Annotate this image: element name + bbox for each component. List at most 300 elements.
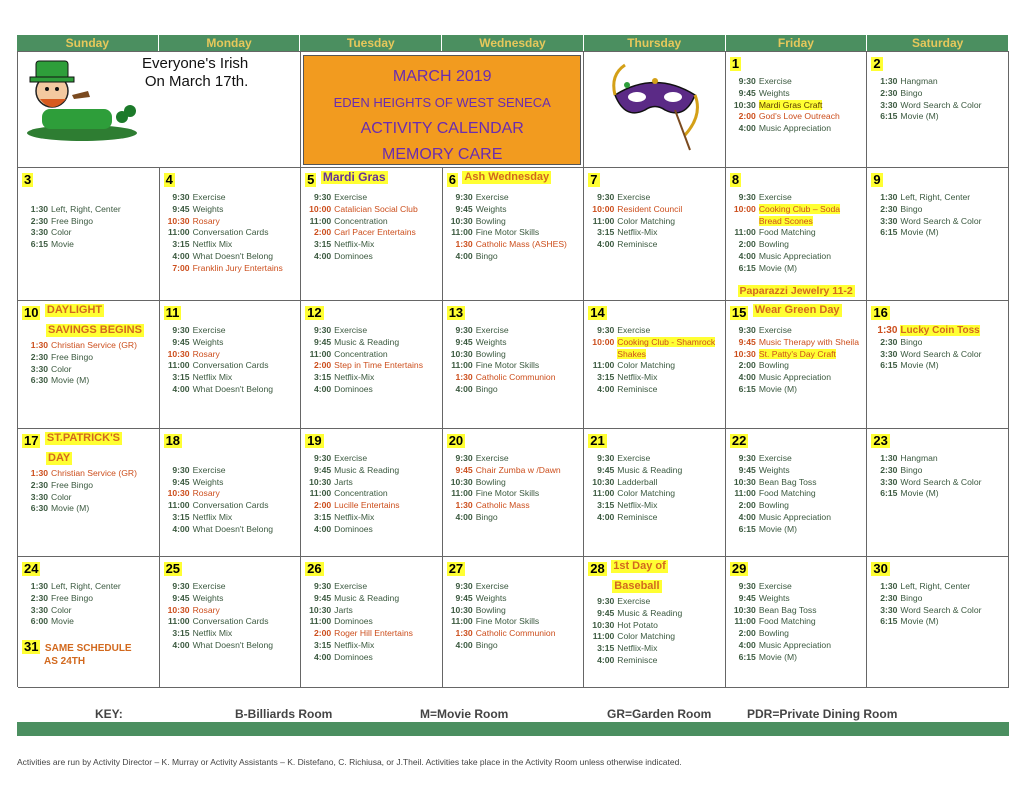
event-item xyxy=(730,652,863,664)
event-list xyxy=(22,581,155,628)
event-time: 1:30 xyxy=(455,239,473,250)
event-name: Exercise xyxy=(758,453,792,463)
event-item xyxy=(588,360,721,372)
event-name: Color Matching xyxy=(617,360,676,371)
event-time: 1:30 xyxy=(880,453,898,463)
day-title: ST.PATRICK'S xyxy=(46,432,121,444)
day-number: 4 xyxy=(165,172,173,187)
event-name: Music Appreciation xyxy=(758,250,831,261)
event-item xyxy=(22,340,155,352)
event-time: 9:30 xyxy=(313,325,332,335)
event-item xyxy=(164,263,297,275)
day-heading xyxy=(871,560,1004,578)
event-list xyxy=(305,581,438,664)
event-item xyxy=(305,477,438,489)
event-name: Movie (M) xyxy=(758,651,798,662)
day-cell-27 xyxy=(443,557,585,688)
event-item xyxy=(588,453,721,465)
event-item xyxy=(730,349,863,361)
event-name: Food Matching xyxy=(758,227,816,238)
day-title: 1st Day of xyxy=(613,560,666,572)
event-item xyxy=(588,500,721,512)
event-name: Bingo xyxy=(900,464,923,475)
event-name: Exercise xyxy=(192,325,226,335)
event-time: 6:15 xyxy=(738,523,756,534)
event-time: 11:00 xyxy=(734,227,756,238)
event-item xyxy=(305,524,438,536)
event-item xyxy=(447,325,580,337)
day-heading xyxy=(871,171,1004,189)
event-item xyxy=(730,325,863,337)
event-time: 2:30 xyxy=(880,592,898,603)
event-item xyxy=(22,468,155,480)
event-name: Rosary xyxy=(192,215,220,226)
event-item xyxy=(164,500,297,512)
weekday-friday: Friday xyxy=(726,35,868,51)
event-name: Bingo xyxy=(900,87,923,98)
event-time: 2:00 xyxy=(738,628,756,639)
event-list xyxy=(164,325,297,396)
weekday-thursday: Thursday xyxy=(584,35,726,51)
event-name: Reminisce xyxy=(617,239,658,250)
event-list xyxy=(164,581,297,652)
key-row xyxy=(17,707,1009,721)
event-list xyxy=(22,192,155,251)
day-title: Mardi Gras xyxy=(322,170,386,184)
event-time: 2:00 xyxy=(738,500,756,511)
event-item xyxy=(730,488,863,500)
event-time: 1:30 xyxy=(455,500,473,511)
event-name: Exercise xyxy=(617,325,651,335)
day-cell-23 xyxy=(867,429,1009,557)
event-name: What Doesn't Belong xyxy=(192,523,274,534)
event-item xyxy=(447,616,580,628)
event-time: 3:30 xyxy=(880,476,898,487)
day-number: 10 xyxy=(24,305,39,320)
event-time: 10:30 xyxy=(733,99,756,110)
event-item xyxy=(588,608,721,620)
day-number: 9 xyxy=(873,172,881,187)
day-number: 11 xyxy=(165,305,180,320)
event-time: 4:00 xyxy=(455,250,473,261)
event-name: Word Search & Color xyxy=(900,215,982,226)
event-name: Color xyxy=(51,227,72,238)
event-item xyxy=(305,384,438,396)
event-time: 9:30 xyxy=(455,192,473,202)
event-name: Color Matching xyxy=(617,488,676,499)
event-time: 9:30 xyxy=(172,325,190,335)
day-heading xyxy=(305,560,438,578)
event-time: 11:00 xyxy=(592,215,615,226)
event-name: Exercise xyxy=(334,581,368,591)
event-item xyxy=(164,325,297,337)
event-time: 3:15 xyxy=(313,372,332,383)
event-item xyxy=(588,204,721,216)
day-cell-17 xyxy=(18,429,160,557)
event-name: Fine Motor Skills xyxy=(475,360,540,371)
event-time: 10:30 xyxy=(309,604,332,615)
event-item xyxy=(447,360,580,372)
event-time: 6:15 xyxy=(880,111,898,122)
event-name: Movie (M) xyxy=(758,383,798,394)
event-name: Jarts xyxy=(334,476,353,487)
day-cell-22 xyxy=(726,429,868,557)
event-item xyxy=(871,360,1004,372)
event-item xyxy=(447,251,580,263)
event-list xyxy=(447,581,580,652)
event-item xyxy=(871,488,1004,500)
event-item xyxy=(871,227,1004,239)
day-number: 5 xyxy=(307,172,315,187)
event-item xyxy=(730,616,863,628)
event-time: 1:30 xyxy=(455,372,473,383)
event-item xyxy=(447,500,580,512)
event-time: 9:45 xyxy=(738,592,756,603)
event-time: 9:30 xyxy=(597,453,615,463)
day-cell-7 xyxy=(584,168,726,301)
event-item xyxy=(871,111,1004,123)
note-text: SAME SCHEDULE xyxy=(44,643,132,655)
event-item xyxy=(305,581,438,593)
irish-text xyxy=(142,55,248,164)
event-name: Music Appreciation xyxy=(758,372,831,383)
event-time: 7:00 xyxy=(172,262,190,273)
event-item xyxy=(730,477,863,489)
event-time: 2:30 xyxy=(880,336,898,347)
event-item xyxy=(588,216,721,228)
day-number: 28 xyxy=(590,561,605,576)
event-item xyxy=(730,123,863,135)
event-item xyxy=(22,503,155,515)
calendar-banner xyxy=(303,55,581,165)
event-name: Fine Motor Skills xyxy=(475,488,540,499)
banner-line-3: ACTIVITY CALENDAR xyxy=(360,120,524,137)
day-number: 29 xyxy=(731,561,747,576)
event-item xyxy=(305,616,438,628)
event-item xyxy=(447,453,580,465)
day-cell-18 xyxy=(160,429,302,557)
event-time: 2:00 xyxy=(313,628,332,639)
event-time: 11:00 xyxy=(592,360,615,371)
event-item xyxy=(730,465,863,477)
event-name: Weights xyxy=(475,592,507,603)
event-item xyxy=(871,337,1004,349)
weekday-wednesday: Wednesday xyxy=(442,35,584,51)
event-item xyxy=(447,477,580,489)
day-heading xyxy=(305,432,438,450)
event-item xyxy=(588,643,721,655)
special-event-label: Paparazzi Jewelry 11-2 xyxy=(739,284,853,297)
day-number: 15 xyxy=(731,305,747,320)
day-heading xyxy=(588,560,721,578)
event-name: What Doesn't Belong xyxy=(192,250,274,261)
event-name: Fine Motor Skills xyxy=(475,616,540,627)
event-item xyxy=(164,477,297,489)
event-time: 9:30 xyxy=(738,76,756,86)
day-heading xyxy=(447,432,580,450)
event-name: Mardi Gras Craft xyxy=(758,99,823,110)
day-heading xyxy=(164,432,297,450)
event-item xyxy=(305,500,438,512)
event-item xyxy=(730,337,863,349)
event-time: 4:00 xyxy=(172,523,190,534)
event-time: 3:15 xyxy=(172,511,190,522)
day-cell-14 xyxy=(584,301,726,429)
event-time: 9:45 xyxy=(455,203,473,214)
event-time: 9:45 xyxy=(172,592,190,603)
event-item xyxy=(730,372,863,384)
day-cell-13 xyxy=(443,301,585,429)
event-item xyxy=(588,465,721,477)
event-time: 3:30 xyxy=(880,99,898,110)
event-time: 3:30 xyxy=(880,604,898,615)
event-list xyxy=(447,325,580,396)
event-item xyxy=(588,477,721,489)
event-item xyxy=(305,465,438,477)
event-name: Weights xyxy=(758,464,790,475)
event-name: Dominoes xyxy=(334,523,373,534)
event-time: 10:30 xyxy=(450,215,473,226)
event-name: Exercise xyxy=(475,581,509,591)
event-name: Movie (M) xyxy=(900,488,939,499)
event-time: 4:00 xyxy=(313,250,332,261)
event-name: Christian Service (GR) xyxy=(51,468,137,478)
event-time: 9:30 xyxy=(738,325,756,335)
day-heading xyxy=(164,560,297,578)
event-name: Movie (M) xyxy=(900,616,939,627)
irish-line-2: On March 17th. xyxy=(144,73,249,90)
event-time: 9:30 xyxy=(738,581,756,591)
day-heading xyxy=(871,55,1004,73)
event-item xyxy=(164,216,297,228)
event-name: Hangman xyxy=(900,76,938,86)
event-name: Hot Potato xyxy=(617,619,658,630)
event-name: Concentration xyxy=(334,215,388,226)
event-item xyxy=(305,605,438,617)
event-name: Carl Pacer Entertains xyxy=(334,227,416,238)
day-cell-20 xyxy=(443,429,585,557)
event-time: 4:00 xyxy=(313,523,332,534)
event-item xyxy=(730,593,863,605)
event-list xyxy=(164,453,297,536)
event-item xyxy=(447,239,580,251)
day-number: 14 xyxy=(590,305,605,320)
day-number: 19 xyxy=(307,433,322,448)
event-name: Color xyxy=(51,491,72,502)
event-time: 11:00 xyxy=(592,631,615,642)
event-name: Movie (M) xyxy=(900,111,939,122)
event-name: Lucky Coin Toss xyxy=(900,325,980,336)
event-time: 11:00 xyxy=(309,348,332,359)
day-title: DAYLIGHT xyxy=(46,304,103,316)
event-name: Bowling xyxy=(758,628,789,639)
event-name: Exercise xyxy=(334,192,368,202)
event-name: Netflix Mix xyxy=(192,628,233,639)
event-item xyxy=(447,337,580,349)
event-name: God's Love Outreach xyxy=(758,111,840,122)
event-item xyxy=(22,192,155,204)
event-time: 9:30 xyxy=(313,453,332,463)
event-item xyxy=(730,204,863,228)
event-item xyxy=(164,524,297,536)
event-item xyxy=(871,605,1004,617)
event-name: Left, Right, Center xyxy=(900,192,971,202)
event-item xyxy=(871,477,1004,489)
day-cell-24 xyxy=(18,557,160,688)
day-cell-15 xyxy=(726,301,868,429)
event-time: 6:15 xyxy=(880,360,898,371)
event-name: Dominoes xyxy=(334,383,373,394)
event-item xyxy=(871,100,1004,112)
day-cell-5 xyxy=(301,168,443,301)
event-time: 3:15 xyxy=(597,372,615,383)
event-time: 9:45 xyxy=(738,336,756,347)
event-name: Hangman xyxy=(900,453,938,463)
event-item xyxy=(164,581,297,593)
event-time: 9:45 xyxy=(455,592,473,603)
event-list xyxy=(447,453,580,524)
day-number: 7 xyxy=(590,172,598,187)
event-name: Movie xyxy=(51,239,74,250)
event-name: Netflix-Mix xyxy=(334,372,375,383)
event-item xyxy=(164,628,297,640)
event-name: Left, Right, Center xyxy=(51,203,121,214)
event-item xyxy=(164,453,297,465)
day-number: 13 xyxy=(448,305,464,320)
event-name: Bingo xyxy=(900,592,923,603)
event-name: Music Appreciation xyxy=(758,511,831,522)
event-time: 3:15 xyxy=(172,372,190,383)
event-time: 3:15 xyxy=(313,639,332,650)
event-name: Conversation Cards xyxy=(192,360,269,371)
event-name: Reminisce xyxy=(617,511,658,522)
event-item xyxy=(305,640,438,652)
same-schedule-note xyxy=(22,638,155,667)
weekday-sunday: Sunday xyxy=(17,35,159,51)
event-time: 10:30 xyxy=(450,476,473,487)
event-item xyxy=(22,492,155,504)
event-item xyxy=(305,488,438,500)
key-item-private-dining: PDR=Private Dining Room xyxy=(747,707,898,721)
event-time: 4:00 xyxy=(313,651,332,662)
event-time: 6:00 xyxy=(30,616,48,627)
event-time: 11:00 xyxy=(168,360,190,371)
event-item xyxy=(730,227,863,239)
event-time: 9:30 xyxy=(597,325,615,335)
event-list xyxy=(447,192,580,263)
event-name: Netflix-Mix xyxy=(617,372,658,383)
day-heading xyxy=(447,304,580,322)
event-item xyxy=(871,76,1004,88)
event-item xyxy=(730,360,863,372)
event-name: Ladderball xyxy=(617,476,658,487)
event-item xyxy=(305,204,438,216)
event-item xyxy=(447,581,580,593)
event-item xyxy=(22,352,155,364)
event-name: Movie (M) xyxy=(51,503,90,514)
event-name: Movie (M) xyxy=(900,360,939,371)
event-item xyxy=(22,593,155,605)
event-name: Catalician Social Club xyxy=(334,203,418,214)
event-item xyxy=(588,631,721,643)
event-name: Netflix-Mix xyxy=(617,227,658,238)
event-name: Exercise xyxy=(334,325,368,335)
event-time: 3:15 xyxy=(313,239,332,250)
event-time: 1:30 xyxy=(30,203,48,214)
banner-line-1: MARCH 2019 xyxy=(392,68,492,85)
weekday-saturday: Saturday xyxy=(867,35,1009,51)
day-number: 21 xyxy=(590,433,605,448)
event-item xyxy=(305,372,438,384)
event-time: 4:00 xyxy=(597,383,615,394)
event-list xyxy=(588,192,721,251)
event-name: Free Bingo xyxy=(51,215,94,226)
mardi-gras-mask-icon xyxy=(588,55,721,160)
event-item xyxy=(730,384,863,396)
event-time: 11:00 xyxy=(168,500,190,511)
event-item xyxy=(447,192,580,204)
event-time: 9:45 xyxy=(455,336,473,347)
day-title-2: Baseball xyxy=(614,580,660,592)
event-time: 10:30 xyxy=(450,348,473,359)
day-number: 8 xyxy=(731,172,740,187)
day-cell-25 xyxy=(160,557,302,688)
event-item xyxy=(588,596,721,608)
event-name: Catholic Communion xyxy=(475,372,556,383)
day-heading xyxy=(305,304,438,322)
day-cell-2 xyxy=(867,52,1009,168)
event-name: Bowling xyxy=(758,500,789,511)
event-time: 9:30 xyxy=(738,453,756,463)
day-cell-6 xyxy=(443,168,585,301)
event-item xyxy=(588,239,721,251)
event-name: Dominoes xyxy=(334,651,373,662)
event-name: Rosary xyxy=(192,348,220,359)
event-item xyxy=(164,360,297,372)
day-heading xyxy=(164,171,297,189)
event-name: Netflix-Mix xyxy=(334,639,375,650)
event-item xyxy=(588,512,721,524)
event-name: Color Matching xyxy=(617,631,676,642)
event-time: 3:15 xyxy=(597,500,615,511)
event-item xyxy=(871,325,1004,337)
event-list xyxy=(871,453,1004,500)
day-heading xyxy=(22,171,155,189)
event-time: 3:30 xyxy=(880,348,898,359)
day-cell-9 xyxy=(867,168,1009,301)
day-number: 27 xyxy=(448,561,464,576)
event-time: 11:00 xyxy=(451,360,473,371)
event-item xyxy=(22,227,155,239)
event-item xyxy=(871,204,1004,216)
event-name: What Doesn't Belong xyxy=(192,383,274,394)
event-item xyxy=(164,605,297,617)
event-name: Reminisce xyxy=(617,654,658,665)
event-list xyxy=(305,325,438,396)
event-name: Exercise xyxy=(334,453,368,463)
event-name: Word Search & Color xyxy=(900,476,982,487)
event-item xyxy=(447,227,580,239)
event-name: Weights xyxy=(758,87,790,98)
event-item xyxy=(305,593,438,605)
event-time: 9:30 xyxy=(455,325,473,335)
event-time: 9:30 xyxy=(455,581,473,591)
event-name: Exercise xyxy=(617,192,651,202)
banner-cell xyxy=(301,52,584,168)
event-time: 10:00 xyxy=(733,203,756,214)
event-item xyxy=(871,453,1004,465)
event-name: Music Appreciation xyxy=(758,123,831,134)
